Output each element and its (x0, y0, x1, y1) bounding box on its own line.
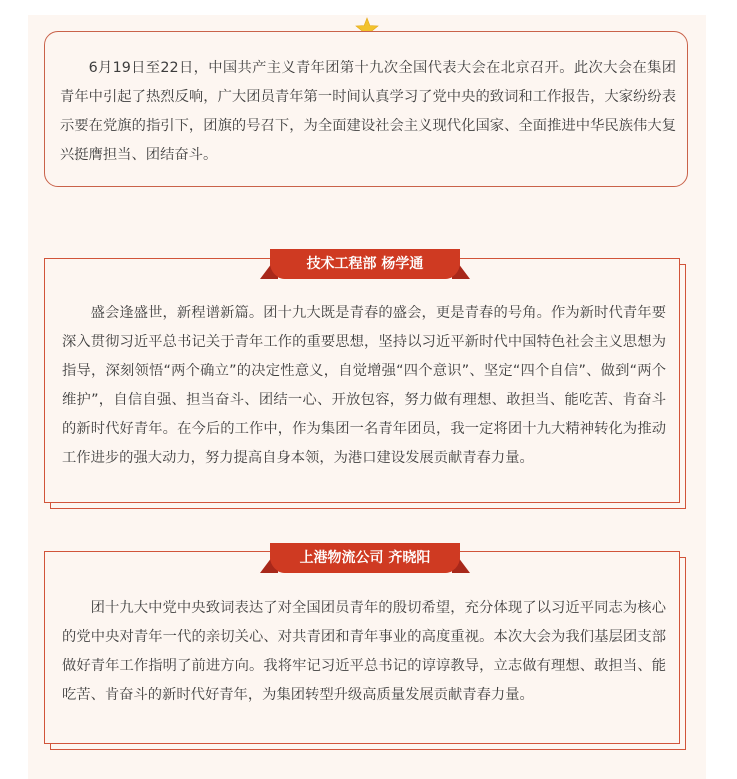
intro-paragraph: 6月19日至22日，中国共产主义青年团第十九次全国代表大会在北京召开。此次大会在集团青年中引起了热烈反响，广大团员青年第一时间认真学习了党中央的致词和工作报告，大家纷纷表示要在党旗的指引下，团旗的号召下，为全面建设社会主义现代化国家、全面推进中华民族伟大复兴挺膺担当、团结奋斗。 (60, 60, 676, 163)
statement-card-2 (44, 551, 680, 744)
author-name: 上港物流公司 齐晓阳 (270, 543, 460, 573)
statement-card-1 (44, 258, 680, 503)
statement-paragraph: 团十九大中党中央致词表达了对全国团员青年的殷切希望，充分体现了以习近平同志为核心的党中央对青年一代的亲切关心、对共青团和青年事业的高度重视。本次大会为我们基层团支部做好青年工作指明了前进方向。我将牢记习近平总书记的谆谆教导，立志做有理想、敢担当、能吃苦、肯奋斗的新时代好青年，为集团转型升级高质量发展贡献青春力量。 (62, 600, 666, 703)
intro-box (44, 31, 688, 187)
author-tab-2 (270, 543, 460, 573)
author-name: 技术工程部 杨学通 (270, 249, 460, 279)
statement-paragraph: 盛会逢盛世，新程谱新篇。团十九大既是青春的盛会，更是青春的号角。作为新时代青年要深入贯彻习近平总书记关于青年工作的重要思想，坚持以习近平新时代中国特色社会主义思想为指导，深刻领悟“两个确立”的决定性意义，自觉增强“四个意识”、坚定“四个自信”、做到“两个维护”，自信自强、担当奋斗、团结一心、开放包容，努力做有理想、敢担当、能吃苦、肯奋斗的新时代好青年。在今后的工作中，作为集团一名青年团员，我一定将团十九大精神转化为推动工作进步的强大动力，努力提高自身本领，为港口建设发展贡献青春力量。 (62, 305, 666, 466)
author-tab-1 (270, 249, 460, 279)
